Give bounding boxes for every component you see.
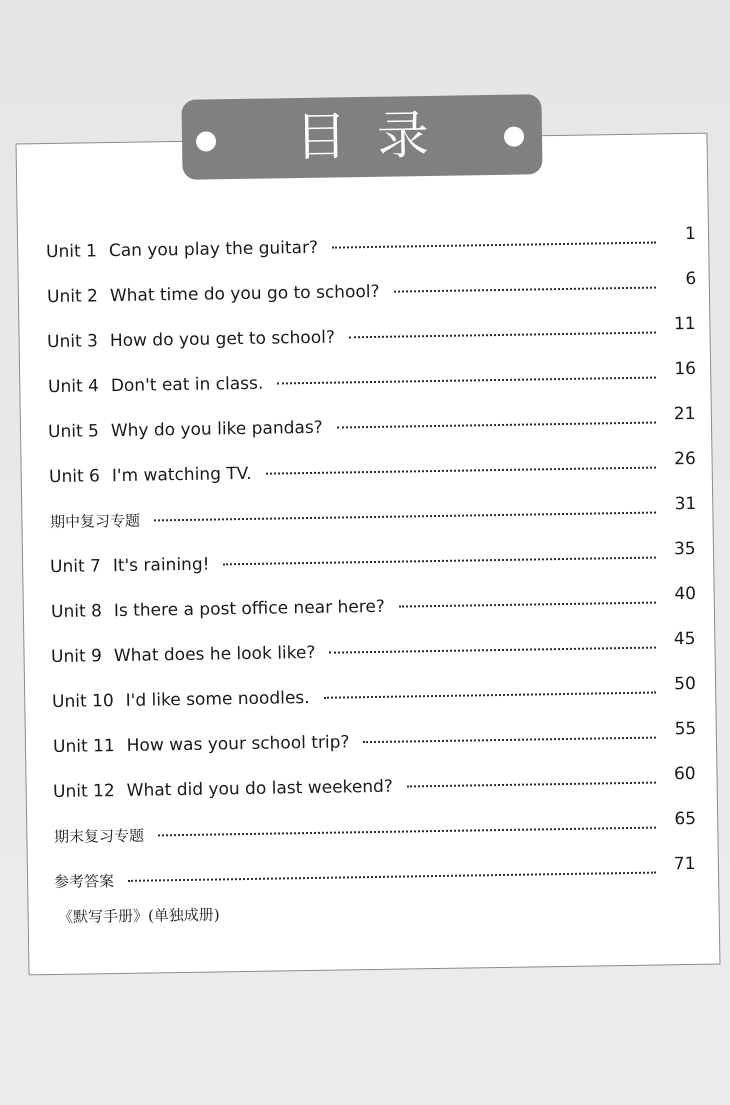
page-number: 35 [674, 538, 696, 559]
dot-leader [277, 372, 656, 384]
unit-label: Unit 1 [45, 240, 98, 262]
page-number: 16 [674, 358, 696, 379]
unit-label: Unit 2 [46, 285, 98, 307]
unit-label: Unit 11 [52, 735, 115, 757]
dot-leader [393, 282, 656, 292]
page-number: 55 [674, 718, 696, 739]
page-number: 50 [674, 673, 696, 694]
entry-title: What did you do last weekend? [126, 776, 394, 801]
entry-title: How do you get to school? [109, 327, 336, 351]
unit-label: Unit 7 [50, 555, 102, 577]
unit-label: Unit 3 [47, 330, 99, 352]
dot-leader [224, 552, 656, 565]
unit-label: Unit 12 [53, 780, 116, 802]
toc-row[interactable] [54, 849, 696, 904]
dot-leader [332, 237, 656, 248]
entry-title: 期末复习专题 [53, 826, 144, 847]
banner-dot-left [196, 131, 216, 151]
entry-title: I'd like some noodles. [125, 687, 310, 711]
entry-title: How was your school trip? [126, 731, 350, 756]
dot-leader [399, 597, 656, 607]
entry-title: Don't eat in class. [110, 373, 264, 396]
unit-label: Unit 8 [50, 600, 102, 622]
dot-leader [128, 867, 656, 881]
dot-leader [407, 777, 656, 787]
supplement-note: 《默写手册》(单独成册) [57, 905, 220, 927]
dot-leader [363, 732, 656, 743]
table-of-contents [46, 224, 696, 899]
entry-title: 期中复习专题 [49, 511, 140, 532]
unit-label: Unit 6 [48, 465, 101, 487]
entry-title: It's raining! [112, 554, 210, 576]
page-number: 6 [684, 268, 696, 289]
entry-title: I'm watching TV. [111, 463, 252, 486]
unit-label: Unit 4 [47, 375, 99, 397]
unit-label: Unit 5 [48, 420, 100, 442]
entry-title: What does he look like? [114, 642, 316, 666]
page-number: 11 [674, 313, 696, 334]
dot-leader [337, 417, 656, 428]
page-number: 1 [684, 223, 696, 244]
entry-title: Is there a post office near here? [113, 596, 385, 621]
entry-title: Can you play the guitar? [108, 237, 319, 261]
entry-title: What time do you go to school? [109, 281, 380, 306]
page-number: 26 [674, 448, 696, 469]
unit-label: Unit 10 [51, 690, 114, 712]
page-number: 21 [674, 403, 696, 424]
page-number: 45 [674, 628, 696, 649]
dot-leader [324, 687, 656, 698]
dot-leader [154, 507, 656, 521]
page-number: 31 [674, 493, 696, 514]
title-banner [181, 94, 542, 180]
dot-leader [330, 642, 656, 653]
dot-leader [265, 462, 656, 474]
entry-title: 参考答案 [54, 872, 115, 892]
dot-leader [158, 822, 656, 836]
page-number: 71 [674, 853, 696, 874]
page-number: 65 [674, 808, 696, 829]
page-title: 目录 [294, 105, 460, 169]
page-number: 40 [674, 583, 696, 604]
entry-title: Why do you like pandas? [111, 417, 324, 441]
dot-leader [349, 327, 656, 338]
page-number: 60 [674, 763, 696, 784]
banner-dot-right [504, 126, 524, 146]
unit-label: Unit 9 [51, 645, 103, 667]
